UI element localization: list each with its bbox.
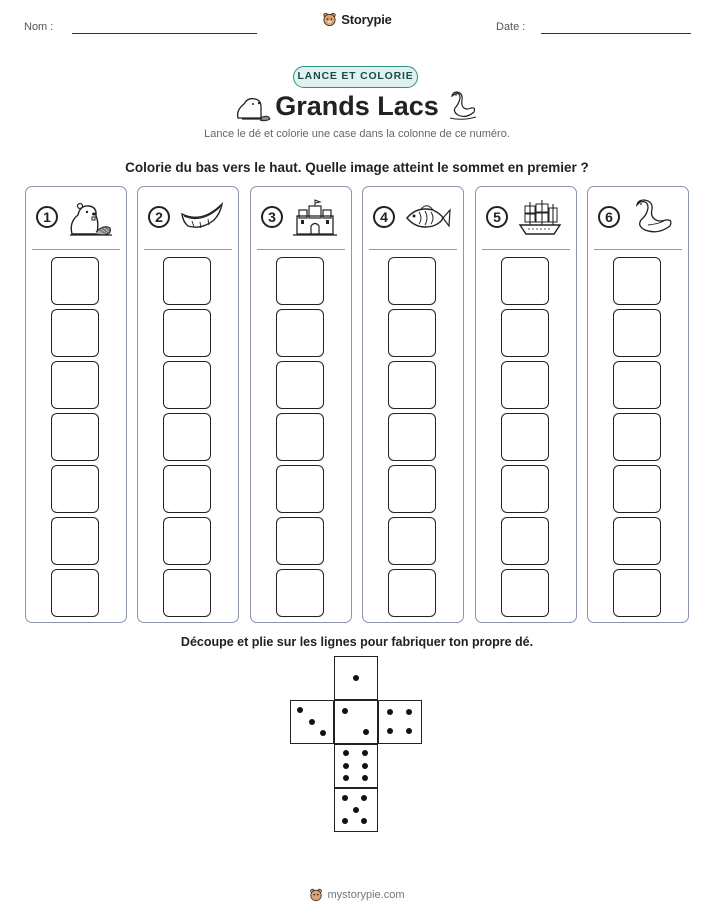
- die-pip: [387, 728, 393, 734]
- color-box[interactable]: [276, 257, 324, 305]
- name-line[interactable]: [72, 33, 257, 34]
- color-box[interactable]: [276, 361, 324, 409]
- column-4: [362, 186, 464, 623]
- ship-icon: [516, 198, 564, 238]
- color-box[interactable]: [51, 257, 99, 305]
- color-box[interactable]: [501, 309, 549, 357]
- color-box[interactable]: [163, 465, 211, 513]
- color-box[interactable]: [388, 413, 436, 461]
- castle-icon: [291, 198, 339, 238]
- color-box[interactable]: [163, 361, 211, 409]
- column-2: [137, 186, 239, 623]
- die-pip: [361, 795, 367, 801]
- color-box[interactable]: [163, 257, 211, 305]
- column-5: [475, 186, 577, 623]
- die-pip: [297, 707, 303, 713]
- die-pip: [361, 818, 367, 824]
- color-box[interactable]: [163, 517, 211, 565]
- color-box[interactable]: [613, 413, 661, 461]
- color-box[interactable]: [163, 413, 211, 461]
- die-pip: [342, 795, 348, 801]
- tag-pill: LANCE ET COLORIE: [293, 66, 418, 88]
- column-1: [25, 186, 127, 623]
- color-box[interactable]: [501, 465, 549, 513]
- color-box[interactable]: [276, 413, 324, 461]
- color-box[interactable]: [51, 465, 99, 513]
- die-face: [334, 744, 378, 788]
- color-box[interactable]: [51, 361, 99, 409]
- color-box[interactable]: [388, 257, 436, 305]
- die-pip: [343, 775, 349, 781]
- brand-name: Storypie: [341, 12, 392, 27]
- die-pip: [320, 730, 326, 736]
- column-number: 1: [36, 206, 58, 228]
- color-box[interactable]: [163, 309, 211, 357]
- column-number: 5: [486, 206, 508, 228]
- storypie-mascot-icon: [322, 12, 337, 27]
- die-face: [334, 700, 378, 744]
- die-pip: [406, 728, 412, 734]
- column-number: 3: [261, 206, 283, 228]
- die-pip: [406, 709, 412, 715]
- die-face: [334, 656, 378, 700]
- color-box[interactable]: [276, 569, 324, 617]
- color-box[interactable]: [163, 569, 211, 617]
- die-pip: [309, 719, 315, 725]
- color-box[interactable]: [51, 309, 99, 357]
- color-box[interactable]: [388, 569, 436, 617]
- footer-url[interactable]: mystorypie.com: [327, 889, 405, 901]
- die-pip: [353, 807, 359, 813]
- die-pip: [363, 729, 369, 735]
- die-pip: [353, 675, 359, 681]
- color-box[interactable]: [388, 361, 436, 409]
- column-divider: [32, 249, 120, 250]
- die-pip: [342, 818, 348, 824]
- color-box[interactable]: [613, 309, 661, 357]
- color-box[interactable]: [388, 517, 436, 565]
- swan-title-icon: [446, 90, 478, 122]
- color-box[interactable]: [501, 517, 549, 565]
- fish-icon: [403, 198, 451, 238]
- color-box[interactable]: [51, 569, 99, 617]
- die-pip: [387, 709, 393, 715]
- color-box[interactable]: [501, 413, 549, 461]
- color-box[interactable]: [613, 569, 661, 617]
- color-box[interactable]: [501, 361, 549, 409]
- die-pip: [362, 750, 368, 756]
- column-3: [250, 186, 352, 623]
- dice-instruction: Découpe et plie sur les lignes pour fabriquer ton propre dé.: [180, 635, 534, 649]
- coloring-instruction: Colorie du bas vers le haut. Quelle image atteint le sommet en premier ?: [125, 160, 589, 175]
- column-number: 4: [373, 206, 395, 228]
- brand-logo: [0, 12, 714, 32]
- canoe-icon: [178, 198, 226, 238]
- color-box[interactable]: [613, 517, 661, 565]
- color-box[interactable]: [276, 309, 324, 357]
- column-header: [588, 187, 688, 251]
- beaver-icon: [66, 198, 114, 238]
- column-divider: [594, 249, 682, 250]
- color-box[interactable]: [51, 413, 99, 461]
- color-box[interactable]: [613, 361, 661, 409]
- column-header: [251, 187, 351, 251]
- column-header: [138, 187, 238, 251]
- page-title: Grands Lacs: [275, 91, 439, 121]
- column-divider: [257, 249, 345, 250]
- color-box[interactable]: [51, 517, 99, 565]
- dice-net: [290, 656, 424, 834]
- die-pip: [362, 763, 368, 769]
- swan-icon: [628, 198, 676, 238]
- die-face: [378, 700, 422, 744]
- color-box[interactable]: [276, 465, 324, 513]
- die-face: [290, 700, 334, 744]
- column-6: [587, 186, 689, 623]
- column-divider: [144, 249, 232, 250]
- column-header: [363, 187, 463, 251]
- color-box[interactable]: [501, 257, 549, 305]
- die-pip: [343, 763, 349, 769]
- column-header: [476, 187, 576, 251]
- color-box[interactable]: [613, 257, 661, 305]
- storypie-mascot-icon: [309, 888, 323, 902]
- column-header: [26, 187, 126, 251]
- die-face: [334, 788, 378, 832]
- color-box[interactable]: [276, 517, 324, 565]
- die-pip: [343, 750, 349, 756]
- column-divider: [369, 249, 457, 250]
- footer: [0, 888, 714, 907]
- page-subtitle: Lance le dé et colorie une case dans la colonne de ce numéro.: [204, 128, 510, 140]
- date-line[interactable]: [541, 33, 691, 34]
- name-label: Nom :: [24, 21, 54, 33]
- color-box[interactable]: [501, 569, 549, 617]
- die-pip: [342, 708, 348, 714]
- column-number: 6: [598, 206, 620, 228]
- color-box[interactable]: [388, 465, 436, 513]
- date-label: Date :: [496, 21, 526, 33]
- die-pip: [362, 775, 368, 781]
- color-box[interactable]: [388, 309, 436, 357]
- color-box[interactable]: [613, 465, 661, 513]
- column-divider: [482, 249, 570, 250]
- column-number: 2: [148, 206, 170, 228]
